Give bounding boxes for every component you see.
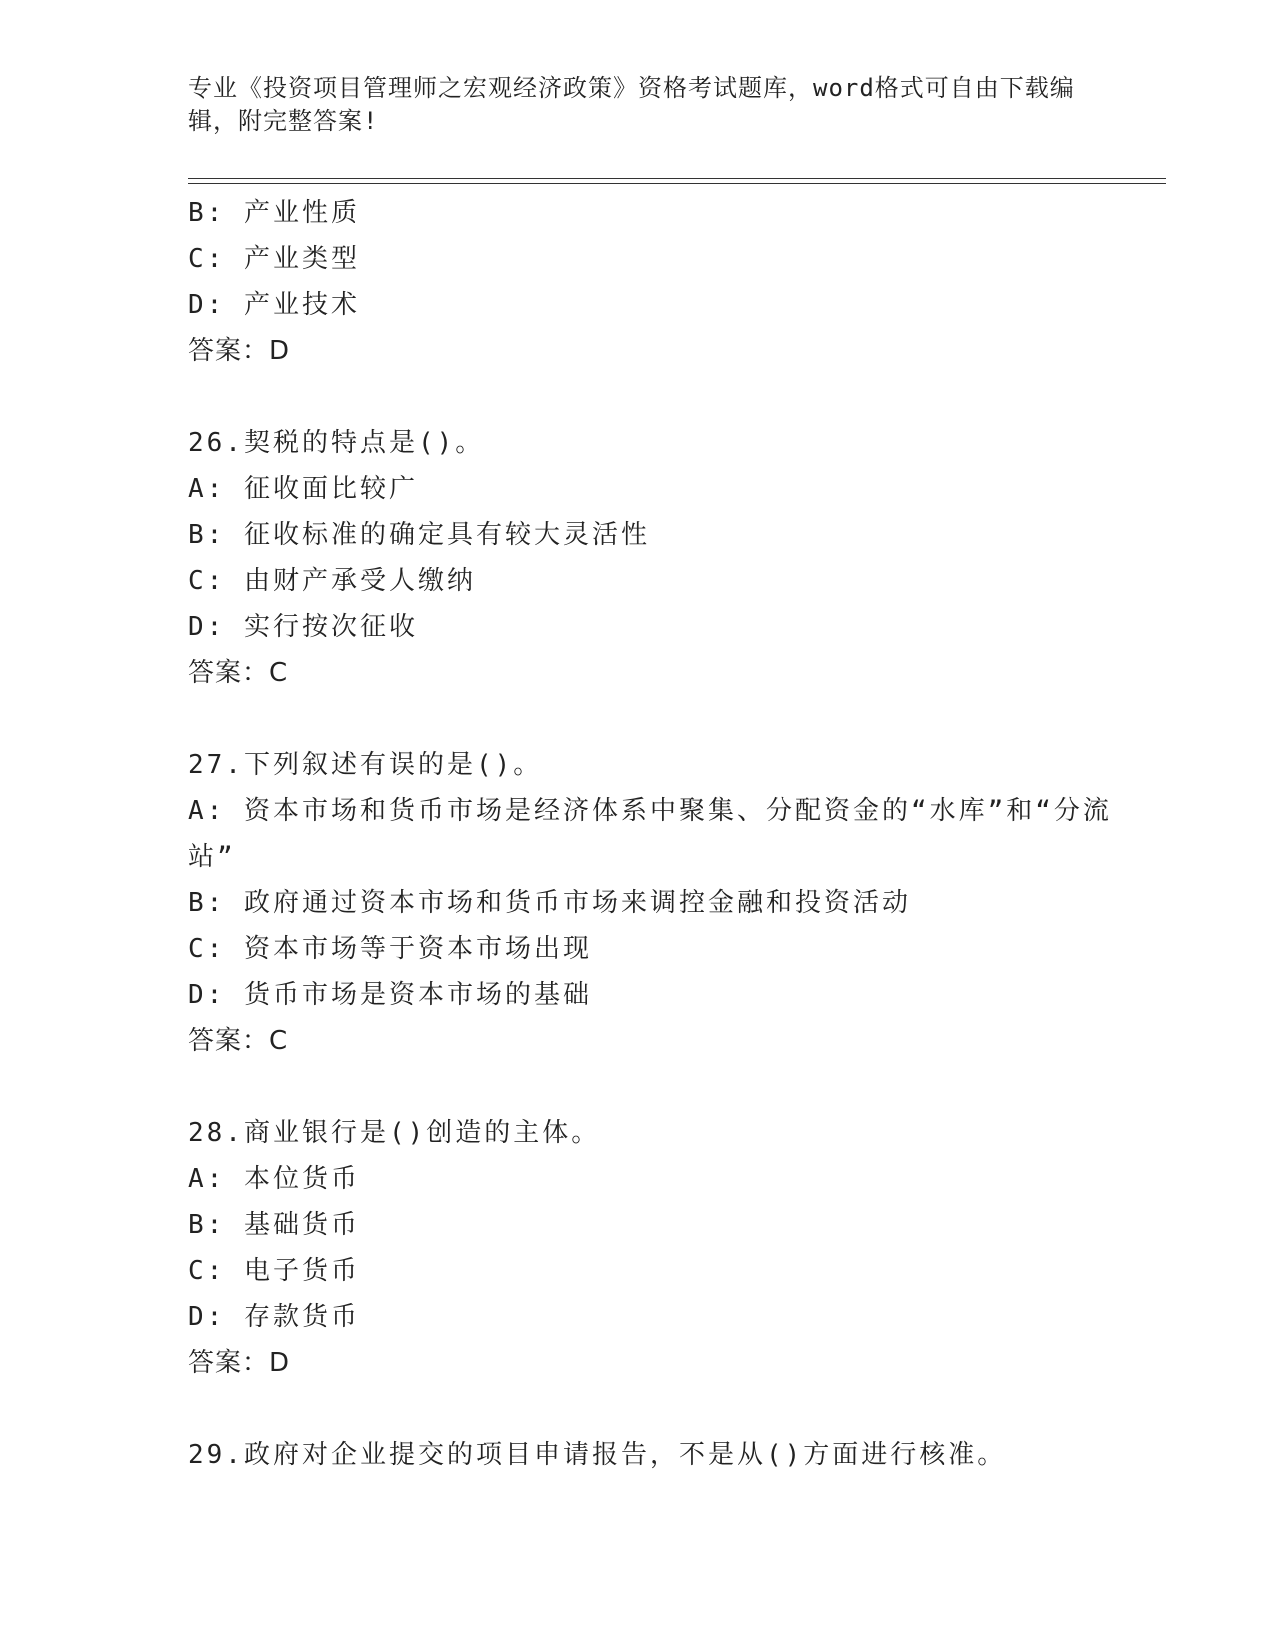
spacer (188, 1064, 1148, 1110)
answer: 答案：D (188, 1348, 291, 1378)
question-stem: 28.商业银行是()创造的主体。 (188, 1118, 601, 1148)
option-a: A: 征收面比较广 (188, 474, 418, 504)
question-28 (188, 1110, 1148, 1386)
spacer (188, 1386, 1148, 1432)
option-c: C: 资本市场等于资本市场出现 (188, 934, 592, 964)
option-d: D: 产业技术 (188, 290, 360, 320)
option-c: C: 产业类型 (188, 244, 360, 274)
option-b: B: 政府通过资本市场和货币市场来调控金融和投资活动 (188, 888, 911, 918)
question-stem: 26.契税的特点是()。 (188, 428, 485, 458)
option-a: A: 资本市场和货币市场是经济体系中聚集、分配资金的“水库”和“分流站” (188, 796, 1112, 872)
option-b: B: 征收标准的确定具有较大灵活性 (188, 520, 650, 550)
option-c: C: 电子货币 (188, 1256, 360, 1286)
answer: 答案：D (188, 336, 291, 366)
question-27 (188, 742, 1148, 1064)
option-b: B: 产业性质 (188, 198, 360, 228)
question-list (188, 190, 1148, 1478)
question-stem: 29.政府对企业提交的项目申请报告，不是从()方面进行核准。 (188, 1440, 1007, 1470)
question-stem: 27.下列叙述有误的是()。 (188, 750, 543, 780)
spacer (188, 696, 1148, 742)
question-26 (188, 420, 1148, 696)
spacer (188, 374, 1148, 420)
header-rule-bottom (188, 183, 1166, 184)
option-a: A: 本位货币 (188, 1164, 360, 1194)
option-b: B: 基础货币 (188, 1210, 360, 1240)
answer: 答案：C (188, 658, 289, 688)
option-c: C: 由财产承受人缴纳 (188, 566, 476, 596)
question-25-tail (188, 190, 1148, 374)
option-d: D: 实行按次征收 (188, 612, 418, 642)
document-header (188, 72, 1088, 138)
option-d: D: 货币市场是资本市场的基础 (188, 980, 592, 1010)
question-29 (188, 1432, 1148, 1478)
header-rule-top (188, 178, 1166, 179)
option-d: D: 存款货币 (188, 1302, 360, 1332)
header-title: 专业《投资项目管理师之宏观经济政策》资格考试题库，word格式可自由下载编辑，附完整答案! (188, 74, 1075, 135)
answer: 答案：C (188, 1026, 289, 1056)
